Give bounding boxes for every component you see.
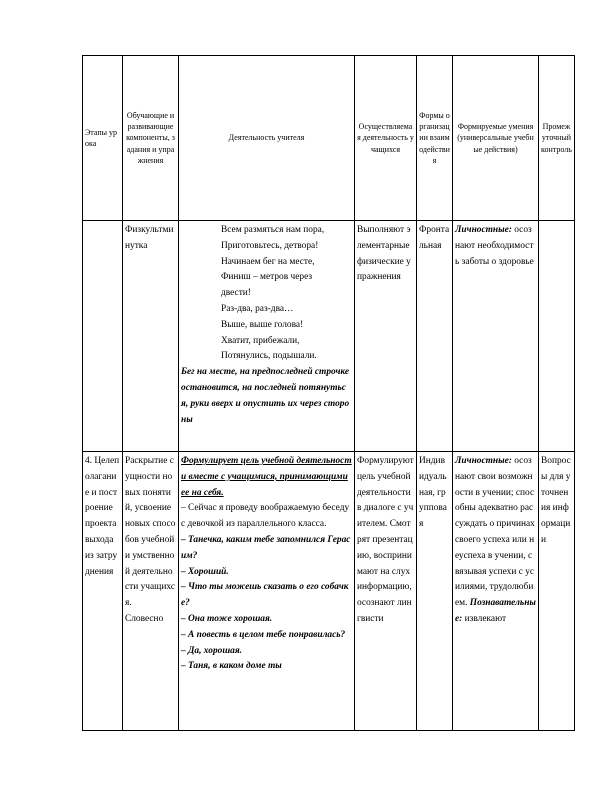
header-components: Обучающие и развивающие компоненты, задания и упражнения [123,56,179,221]
dialogue-line: – Хороший. [181,566,229,577]
lesson-plan-table [82,55,575,731]
table-row-fizminutka [83,221,575,452]
fiz-teacher-cell [179,221,355,452]
poem-line: Финиш – метров через [221,272,313,283]
header-students: Осуществляемая деятельность учащихся [355,56,417,221]
skills-text: осознают необходимость заботы о здоровье [455,225,534,267]
poem-line: Хватит, прибежали, [221,335,300,346]
fiz-component-cell: Физкультминутка [123,221,179,452]
dialogue-line: – Что ты можешь сказать о его собачке? [181,582,349,609]
fiz-control-cell [539,221,575,452]
teacher-goal: Формулирует цель учебной деятельности вместе с учащимися, принимающими ее на себя. [181,456,352,498]
poem-line: Приготовьтесь, детвора! [221,240,319,251]
stage4-stage-cell: 4. Целеполагание и построение проекта выхода из затруднения [83,452,123,731]
stage4-component-main: Раскрытие сущности новых понятий, усвоение новых способов учебной и умственной деятельности учащихся. [125,456,176,609]
stage4-control-cell: Вопросы для уточнения информации [539,452,575,731]
stage4-component-cell [123,452,179,731]
dialogue-line: – А повесть в целом тебе понравилась? [181,629,346,640]
header-skills: Формируемые умения (универсальные учебные действия) [453,56,539,221]
poem-line: Раз-два, раз-два… [221,303,294,314]
table-header-row [83,56,575,221]
table-row-stage-4 [83,452,575,731]
dialogue-line: – Сейчас я проведу воображаемую беседу с девочкой из параллельного класса. [181,503,350,530]
dialogue-line: – Таня, в каком доме ты [181,661,282,672]
poem-line: Выше, выше голова! [221,319,304,330]
poem-line: двести! [221,288,251,299]
header-stage: Этапы урока [83,56,123,221]
dialogue-line: – Да, хорошая. [181,645,242,656]
fiz-instruction: Бег на месте, на предпоследней строчке остановится, на последней потянуться, руки вверх и опустить их через стороны [181,367,350,425]
fiz-students-cell: Выполняют элементарные физические упражнения [355,221,417,452]
fiz-forms-cell: Фронтальная [417,221,453,452]
stage4-students-cell: Формулируют цель учебной деятельности в диалоге с учителем. Смотрят презентацию, воспринимают на слух информацию, осознают лингвисти [355,452,417,731]
poem-line: Потянулись, подышали. [221,351,317,362]
poem-line: Начинаем бег на месте, [221,256,315,267]
skills-text-cognitive: извлекают [464,613,507,624]
stage4-forms-cell: Индивидуальная, групповая [417,452,453,731]
stage4-teacher-cell [179,452,355,731]
skills-label-personal: Личностные: [455,456,512,466]
dialogue-line: – Она тоже хорошая. [181,613,273,624]
header-teacher: Деятельность учителя [179,56,355,221]
fiz-skills-cell [453,221,539,452]
dialogue-line: – Танечка, каким тебе запомнился Герасим? [181,534,351,561]
skills-text-personal: осознают свои возможности в учении; способны адекватно рассуждать о причинах своего успеха или неуспеха в учении, связывая успехи с усилиями, трудолюбием. [455,456,535,609]
fiz-poem [181,223,352,365]
poem-line: Всем размяться нам пора, [221,225,325,235]
stage4-component-extra: Словесно [125,613,164,624]
skills-label-cognitive: Познавательные: [455,598,536,624]
header-control: Промежуточный контроль [539,56,575,221]
header-forms: Формы организации взаимодействия [417,56,453,221]
fiz-stage-cell [83,221,123,452]
stage4-skills-cell [453,452,539,731]
skills-label-personal: Личностные: [455,225,512,235]
